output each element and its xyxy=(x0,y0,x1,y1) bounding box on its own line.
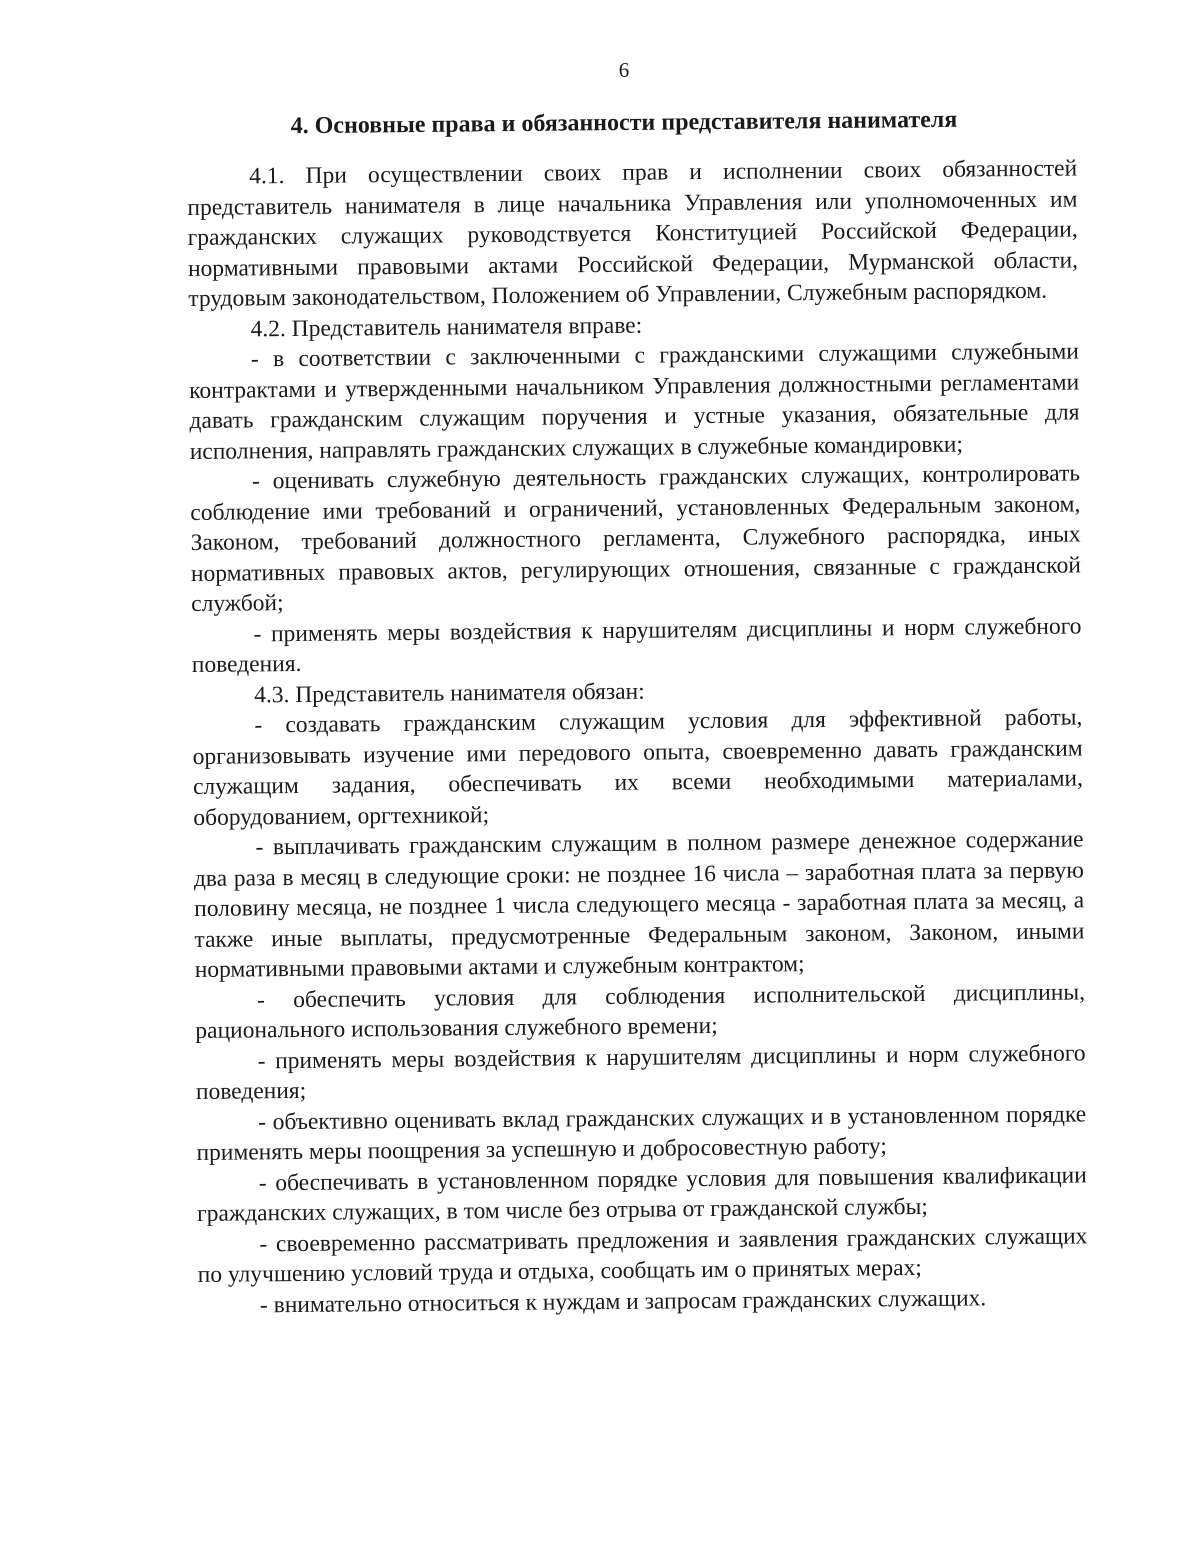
list-item-duty-8: - внимательно относиться к нуждам и запросам гражданских служащих. xyxy=(259,1284,987,1318)
section-title: 4. Основные права и обязанности представителя нанимателя xyxy=(290,106,958,140)
page-number: 6 xyxy=(618,58,630,82)
list-item-duty-2: - выплачивать гражданским служащим в полном размере денежное содержание два раза в месяц в следующие сроки: не позднее 16 числа – заработная плата за первую половину месяца, не позднее 1 числа следующего месяца - заработная плата за месяц, а также иные выплаты, предусмотренные Федеральным законом, Законом, иными нормативными правовыми актами и служебным контрактом; xyxy=(193,826,1085,983)
list-item-duty-4: - применять меры воздействия к нарушителям дисциплины и норм служебного поведения; xyxy=(195,1039,1086,1105)
list-item-duty-6: - обеспечивать в установленном порядке условия для повышения квалификации гражданских служащих, в том числе без отрыва от гражданской службы; xyxy=(196,1161,1087,1227)
list-item-duty-7: - своевременно рассматривать предложения и заявления гражданских служащих по улучшению условий труда и отдыха, сообщать им о принятых мерах; xyxy=(197,1222,1088,1288)
paragraph-4-2-heading: 4.2. Представитель нанимателя вправе: xyxy=(250,312,643,342)
list-item-duty-5: - объективно оценивать вклад гражданских служащих и в установленном порядке применять меры поощрения за успешную и добросовестную работу; xyxy=(196,1100,1087,1166)
list-item-right-2: - оценивать служебную деятельность гражданских служащих, контролировать соблюдение ими требований и ограничений, установленных Федеральным законом, Законом, требований должностного регламента, Служебного распорядка, иных нормативных правовых актов, регулирующих отношения, связанные с гражданской службой; xyxy=(190,460,1082,617)
paragraph-4-3-heading: 4.3. Представитель нанимателя обязан: xyxy=(253,678,645,708)
list-item-right-1: - в соответствии с заключенными с гражданскими служащими служебными контрактами и утвержденными начальником Управления должностными регламентами давать гражданским служащим поручения и устные указания, обязательные для исполнения, направлять гражданских служащих в служебные командировки; xyxy=(189,338,1080,465)
section-body xyxy=(187,153,1088,1320)
paragraph-4-1: 4.1. При осуществлении своих прав и исполнении своих обязанностей представитель нанимателя в лице начальника Управления или уполномоченных им гражданских служащих руководствуется Конституцией Российской Федерации, нормативными правовыми актами Российской Федерации, Мурманской области, трудовым законодательством, Положением об Управлении, Служебным распорядком. xyxy=(187,155,1079,312)
list-item-duty-3: - обеспечить условия для соблюдения исполнительской дисциплины, рационального использования служебного времени; xyxy=(195,978,1086,1044)
list-item-duty-1: - создавать гражданским служащим условия для эффективной работы, организовывать изучение ими передового опыта, своевременно давать гражданским служащим задания, обеспечивать их всеми необходимыми материалами, оборудованием, оргтехникой; xyxy=(192,704,1084,831)
list-item-right-3: - применять меры воздействия к нарушителям дисциплины и норм служебного поведения. xyxy=(191,612,1082,678)
